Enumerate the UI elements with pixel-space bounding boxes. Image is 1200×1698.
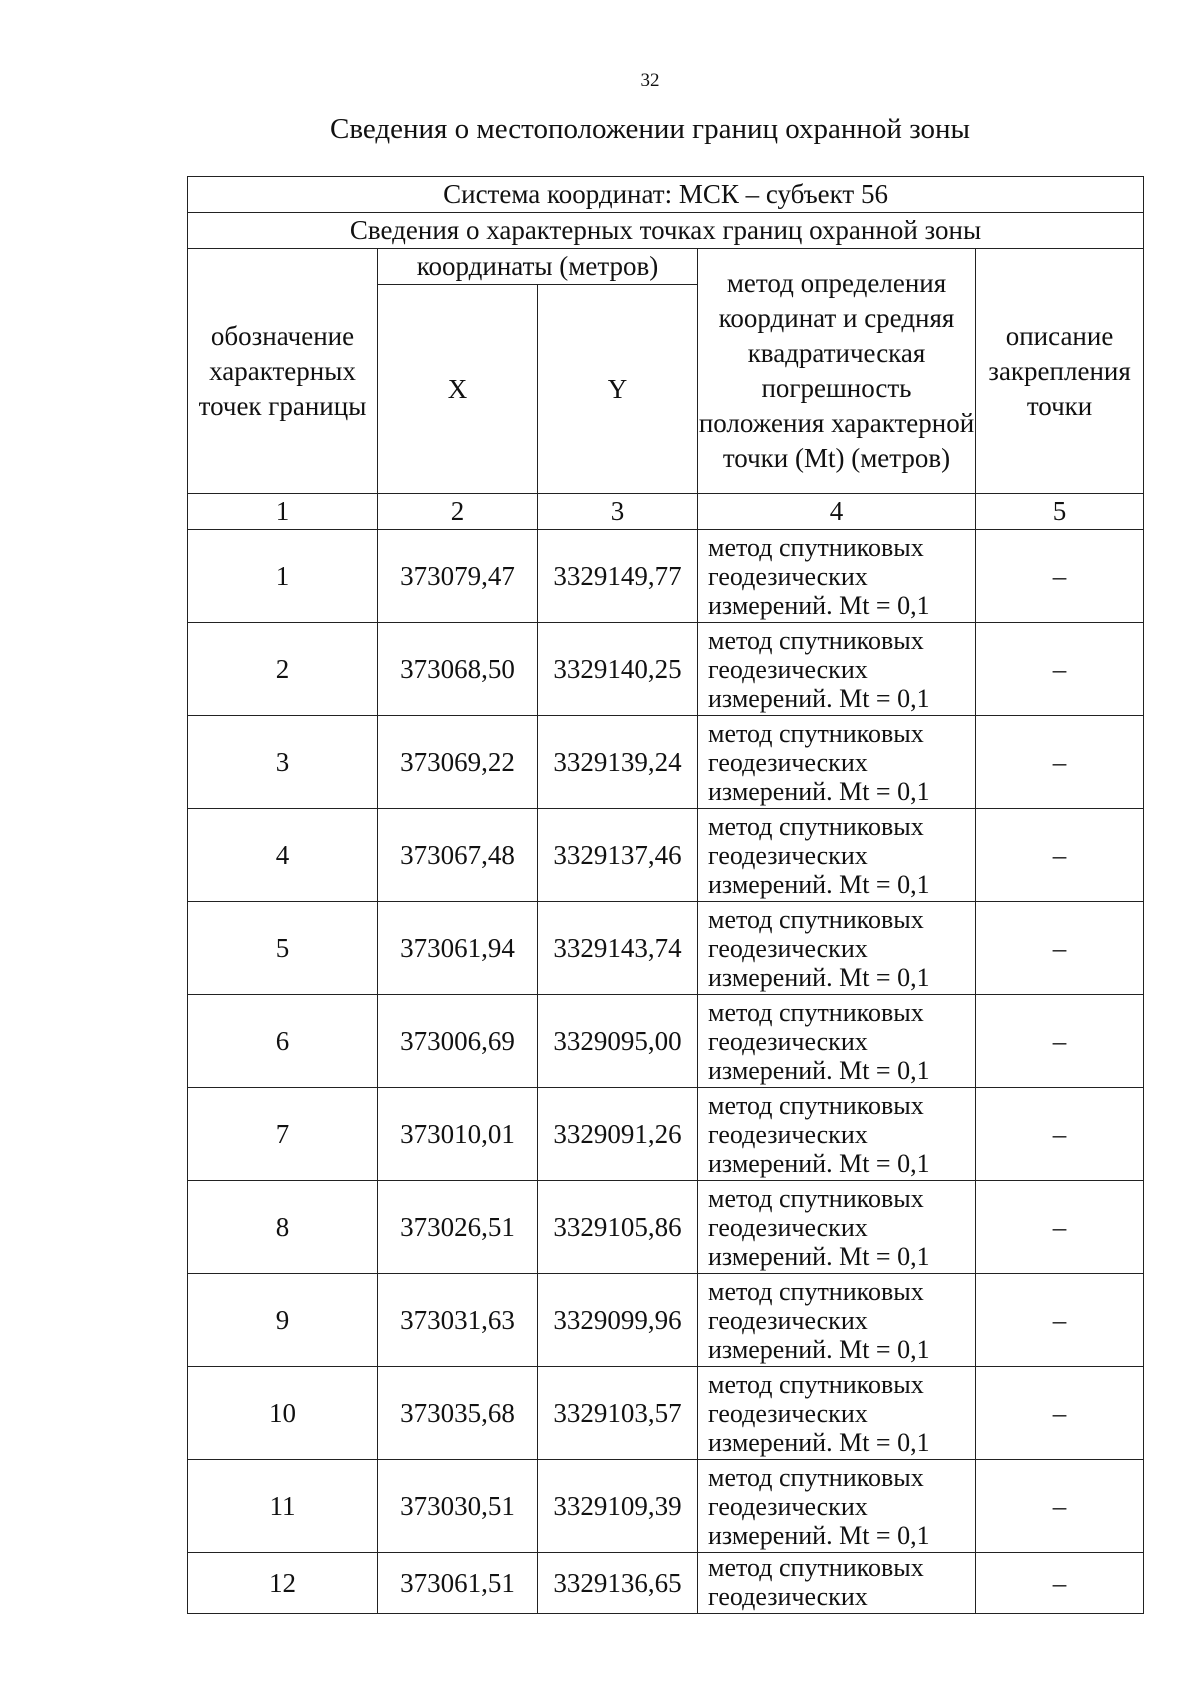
method-line: метод спутниковых <box>708 625 924 655</box>
method-line: метод спутниковых <box>708 997 924 1027</box>
method-line: геодезических <box>708 1491 868 1521</box>
x-cell: 373030,51 <box>378 1460 538 1553</box>
method-line: геодезических <box>708 654 868 684</box>
y-cell: 3329136,65 <box>538 1553 698 1614</box>
description-cell: – <box>976 530 1144 623</box>
coordinate-system-row <box>188 177 1144 213</box>
table-row <box>188 530 1144 623</box>
point-cell: 7 <box>188 1088 378 1181</box>
method-line: метод спутниковых <box>708 718 924 748</box>
table-row <box>188 623 1144 716</box>
x-cell: 373068,50 <box>378 623 538 716</box>
y-cell: 3329139,24 <box>538 716 698 809</box>
header-description: описание закрепления точки <box>976 249 1144 494</box>
table-info-cell: Сведения о характерных точках границ охранной зоны <box>188 213 1144 249</box>
x-cell: 373061,51 <box>378 1553 538 1614</box>
method-cell <box>698 902 976 995</box>
method-line: геодезических <box>708 561 868 591</box>
y-cell: 3329105,86 <box>538 1181 698 1274</box>
method-line: измерений. Mt = 0,1 <box>708 590 930 620</box>
method-line: геодезических <box>708 1119 868 1149</box>
column-number: 2 <box>378 494 538 530</box>
method-line: геодезических <box>708 840 868 870</box>
point-cell: 10 <box>188 1367 378 1460</box>
method-line: измерений. Mt = 0,1 <box>708 1427 930 1457</box>
header-method: метод определения координат и средняя квадратическая погрешность положения характерной точки (Mt) (метров) <box>698 249 976 494</box>
point-cell: 9 <box>188 1274 378 1367</box>
method-cell <box>698 995 976 1088</box>
y-cell: 3329143,74 <box>538 902 698 995</box>
point-cell: 3 <box>188 716 378 809</box>
header-y: Y <box>538 285 698 494</box>
method-line: геодезических <box>708 1398 868 1428</box>
method-line: измерений. Mt = 0,1 <box>708 683 930 713</box>
method-line: измерений. Mt = 0,1 <box>708 1055 930 1085</box>
method-cell <box>698 809 976 902</box>
method-cell <box>698 623 976 716</box>
description-cell: – <box>976 716 1144 809</box>
table-row <box>188 1088 1144 1181</box>
description-cell: – <box>976 1088 1144 1181</box>
x-cell: 373006,69 <box>378 995 538 1088</box>
method-line: геодезических <box>708 747 868 777</box>
page-number: 32 <box>640 70 660 91</box>
column-number: 1 <box>188 494 378 530</box>
point-cell: 1 <box>188 530 378 623</box>
column-number: 4 <box>698 494 976 530</box>
x-cell: 373061,94 <box>378 902 538 995</box>
description-cell: – <box>976 1181 1144 1274</box>
description-cell: – <box>976 1460 1144 1553</box>
page-title: Сведения о местоположении границ охранной зоны <box>329 113 970 145</box>
method-cell <box>698 1274 976 1367</box>
x-cell: 373069,22 <box>378 716 538 809</box>
x-cell: 373010,01 <box>378 1088 538 1181</box>
description-cell: – <box>976 1274 1144 1367</box>
point-cell: 6 <box>188 995 378 1088</box>
description-cell: – <box>976 902 1144 995</box>
header-row <box>188 249 1144 285</box>
table-row <box>188 902 1144 995</box>
table-row <box>188 809 1144 902</box>
method-line: метод спутниковых <box>708 1183 924 1213</box>
y-cell: 3329103,57 <box>538 1367 698 1460</box>
point-cell: 5 <box>188 902 378 995</box>
x-cell: 373026,51 <box>378 1181 538 1274</box>
table-row <box>188 716 1144 809</box>
x-cell: 373031,63 <box>378 1274 538 1367</box>
header-coordinates: координаты (метров) <box>378 249 698 285</box>
column-numbers-row <box>188 494 1144 530</box>
method-cell <box>698 1088 976 1181</box>
header-x: X <box>378 285 538 494</box>
table-row <box>188 1181 1144 1274</box>
method-line: метод спутниковых <box>708 1462 924 1492</box>
description-cell: – <box>976 995 1144 1088</box>
method-line: геодезических <box>708 1026 868 1056</box>
table-row <box>188 1553 1144 1614</box>
y-cell: 3329091,26 <box>538 1088 698 1181</box>
y-cell: 3329095,00 <box>538 995 698 1088</box>
y-cell: 3329099,96 <box>538 1274 698 1367</box>
method-line: метод спутниковых <box>708 811 924 841</box>
table-row <box>188 1460 1144 1553</box>
method-line: метод спутниковых <box>708 532 924 562</box>
y-cell: 3329140,25 <box>538 623 698 716</box>
method-cell <box>698 1181 976 1274</box>
point-cell: 11 <box>188 1460 378 1553</box>
y-cell: 3329137,46 <box>538 809 698 902</box>
method-line: метод спутниковых <box>708 1276 924 1306</box>
description-cell: – <box>976 1553 1144 1614</box>
method-line: метод спутниковых <box>708 1090 924 1120</box>
method-cell <box>698 1553 976 1614</box>
method-line: геодезических <box>708 1212 868 1242</box>
method-line: измерений. Mt = 0,1 <box>708 1148 930 1178</box>
method-cell <box>698 530 976 623</box>
header-point-designation: обозначение характерных точек границы <box>188 249 378 494</box>
point-cell: 8 <box>188 1181 378 1274</box>
description-cell: – <box>976 809 1144 902</box>
x-cell: 373035,68 <box>378 1367 538 1460</box>
point-cell: 4 <box>188 809 378 902</box>
table-row <box>188 1274 1144 1367</box>
description-cell: – <box>976 1367 1144 1460</box>
method-cell <box>698 1460 976 1553</box>
point-cell: 2 <box>188 623 378 716</box>
method-line: геодезических <box>708 933 868 963</box>
method-line: метод спутниковых <box>708 1369 924 1399</box>
method-cell <box>698 716 976 809</box>
method-line: измерений. Mt = 0,1 <box>708 962 930 992</box>
x-cell: 373067,48 <box>378 809 538 902</box>
table-row <box>188 995 1144 1088</box>
coordinate-system-cell: Система координат: МСК – субъект 56 <box>188 177 1144 213</box>
column-number: 5 <box>976 494 1144 530</box>
method-line: измерений. Mt = 0,1 <box>708 1241 930 1271</box>
method-line: измерений. Mt = 0,1 <box>708 1334 930 1364</box>
y-cell: 3329149,77 <box>538 530 698 623</box>
table-row <box>188 1367 1144 1460</box>
x-cell: 373079,47 <box>378 530 538 623</box>
method-line: метод спутниковых <box>708 904 924 934</box>
table-info-row <box>188 213 1144 249</box>
method-line: измерений. Mt = 0,1 <box>708 1520 930 1550</box>
method-line: измерений. Mt = 0,1 <box>708 776 930 806</box>
method-line: измерений. Mt = 0,1 <box>708 869 930 899</box>
description-cell: – <box>976 623 1144 716</box>
method-line: геодезических <box>708 1305 868 1335</box>
method-cell <box>698 1367 976 1460</box>
coordinates-table <box>187 176 1144 1614</box>
y-cell: 3329109,39 <box>538 1460 698 1553</box>
method-line: геодезических <box>708 1582 868 1611</box>
point-cell: 12 <box>188 1553 378 1614</box>
method-line: метод спутниковых <box>708 1553 924 1582</box>
column-number: 3 <box>538 494 698 530</box>
